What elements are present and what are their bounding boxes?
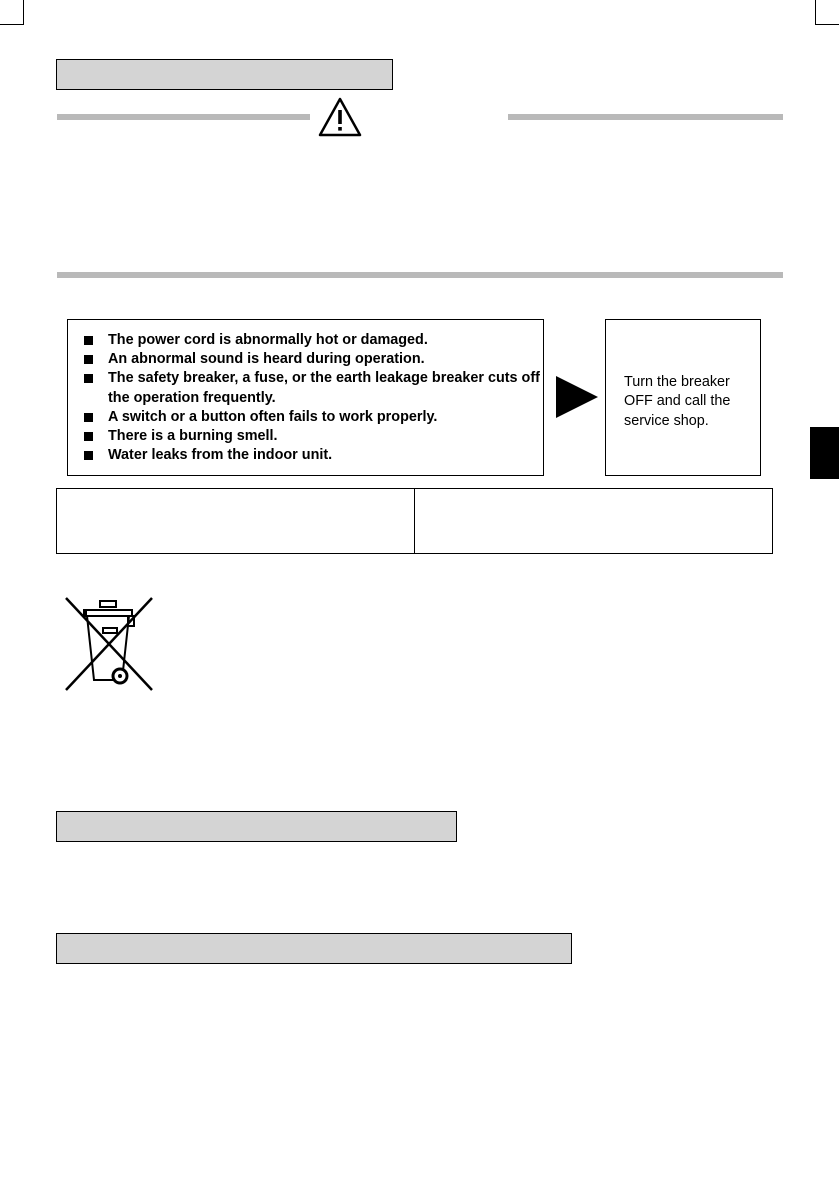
section-heading-bar-3 (56, 933, 572, 964)
crop-mark-top-right (815, 0, 839, 24)
two-column-box-left (57, 489, 414, 553)
two-column-box-right (414, 489, 772, 553)
chapter-tab (810, 427, 839, 479)
crop-mark-top-left-horizontal (0, 24, 24, 25)
warning-rule-right (508, 114, 783, 120)
two-column-box (56, 488, 773, 554)
section-heading-bar-1 (56, 59, 393, 90)
condition-item: An abnormal sound is heard during operation. (82, 350, 543, 369)
warning-triangle-icon (318, 97, 362, 137)
crossed-out-wheelie-bin-icon (60, 594, 156, 692)
condition-list (82, 331, 543, 465)
condition-item: The power cord is abnormally hot or damaged. (82, 331, 543, 350)
condition-item: There is a burning smell. (82, 427, 543, 446)
warning-rule-left (57, 114, 310, 120)
section-heading-bar-2 (56, 811, 457, 842)
action-box (605, 319, 761, 476)
crop-mark-top-left (0, 0, 24, 24)
condition-item: The safety breaker, a fuse, or the earth leakage breaker cuts off the operation frequently. (82, 369, 543, 407)
condition-item: A switch or a button often fails to work properly. (82, 408, 543, 427)
condition-item: Water leaks from the indoor unit. (82, 446, 543, 465)
stop-use-conditions-box (67, 319, 544, 476)
action-text: Turn the breaker OFF and call the service shop. (624, 374, 731, 429)
section-divider-rule (57, 272, 783, 278)
arrow-right-icon (556, 376, 598, 418)
crop-mark-top-right-horizontal (815, 24, 839, 25)
